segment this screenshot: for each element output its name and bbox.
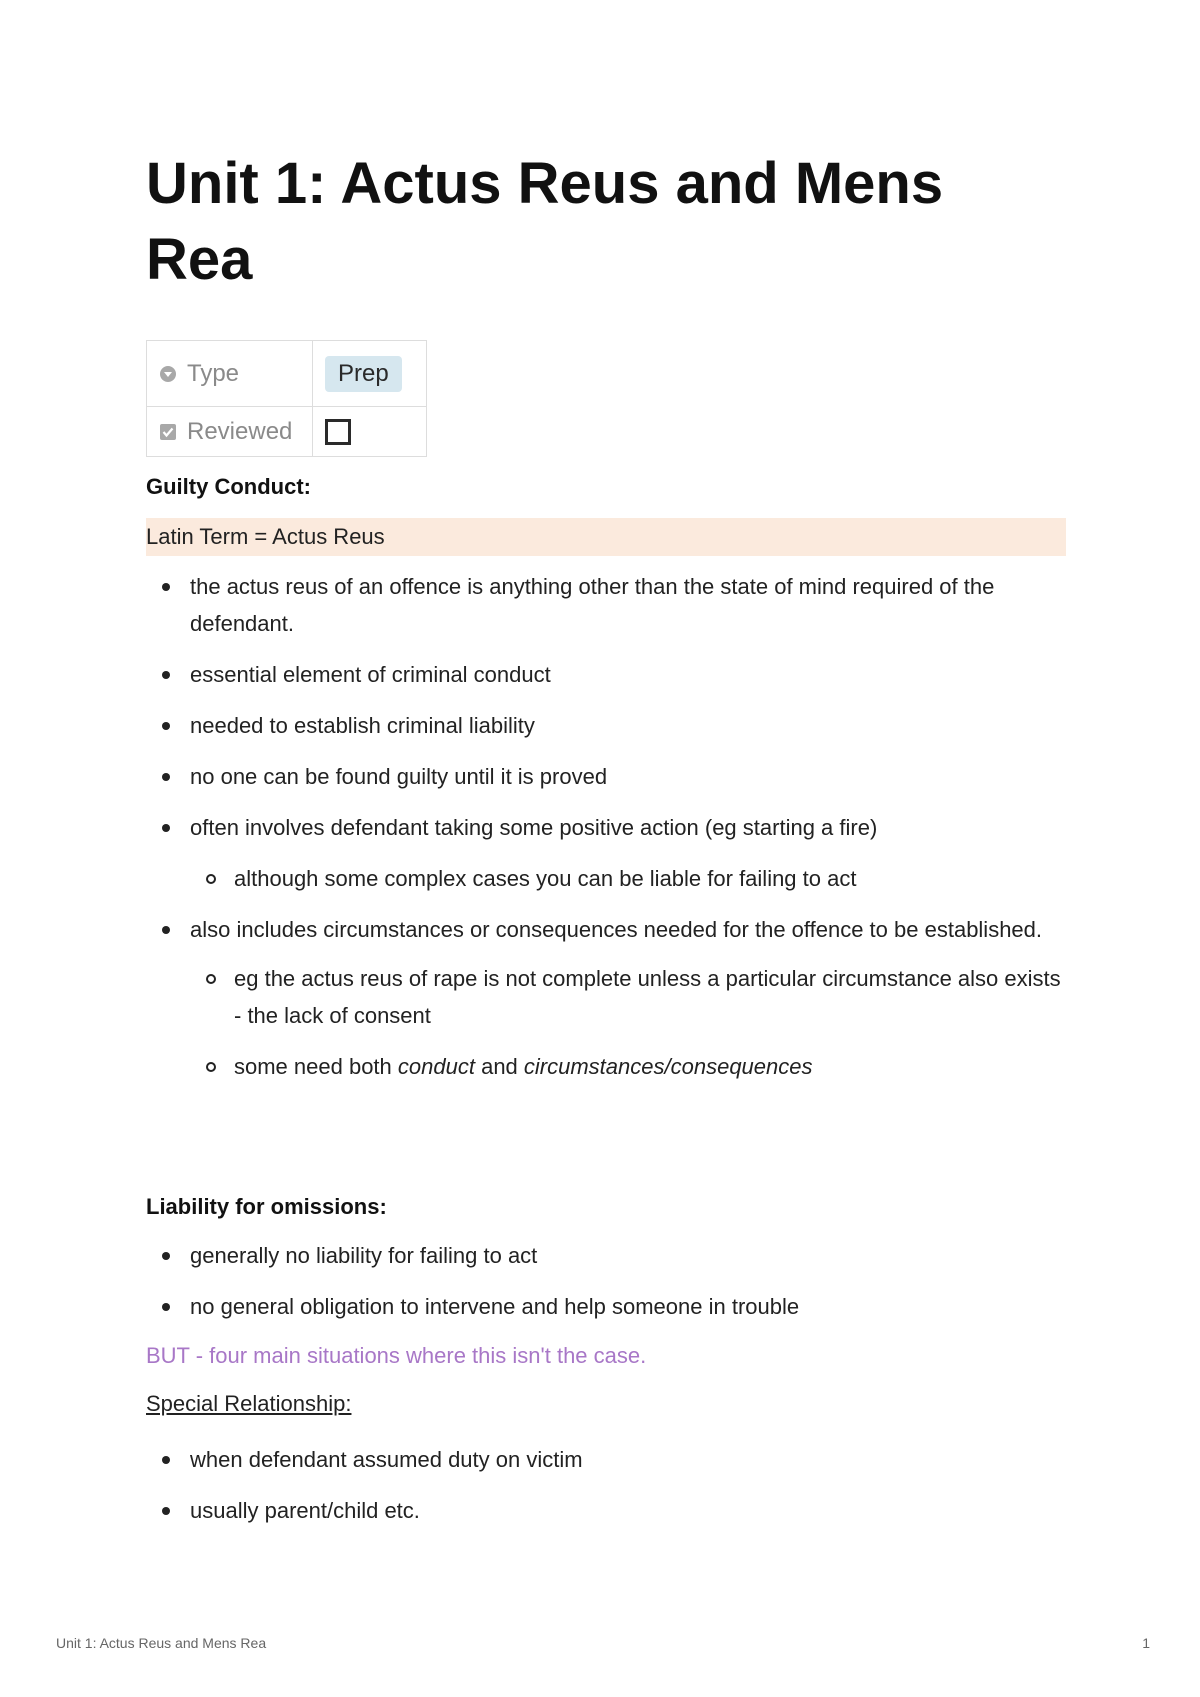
list-item: no one can be found guilty until it is proved (146, 758, 1066, 795)
list-item: when defendant assumed duty on victim (146, 1441, 1066, 1478)
footer-document-title: Unit 1: Actus Reus and Mens Rea (56, 1635, 267, 1651)
property-value-type[interactable] (313, 341, 427, 407)
omissions-heading: Liability for omissions: (146, 1194, 387, 1219)
page-title: Unit 1: Actus Reus and Mens Rea (146, 151, 944, 292)
bullet-dot-icon (162, 1456, 170, 1464)
list-item: needed to establish criminal liability (146, 707, 1066, 744)
omissions-list (146, 1237, 1066, 1325)
special-relationship-heading: Special Relationship: (146, 1391, 352, 1416)
property-row-type (147, 341, 427, 407)
list-item: generally no liability for failing to act (146, 1237, 1066, 1274)
property-row-reviewed (147, 407, 427, 457)
type-label: Type (187, 359, 240, 387)
checkbox-property-icon (159, 420, 177, 438)
list-item: although some complex cases you can be liable for failing to act (146, 860, 1066, 897)
bullet-dot-icon (162, 926, 170, 934)
reviewed-checkbox[interactable] (325, 419, 351, 445)
bullet-dot-icon (162, 671, 170, 679)
sub-bullet-circle-icon (206, 1062, 216, 1072)
list-item: the actus reus of an offence is anything other than the state of mind required of the defendant. (146, 568, 1066, 642)
footer-page-number: 1 (1142, 1635, 1150, 1651)
special-relationship-list (146, 1441, 1066, 1529)
property-key-reviewed (147, 407, 313, 457)
latin-term-callout: Latin Term = Actus Reus (146, 518, 1066, 556)
list-item: usually parent/child etc. (146, 1492, 1066, 1529)
sub-bullet-circle-icon (206, 874, 216, 884)
list-item: also includes circumstances or consequences needed for the offence to be established. (146, 911, 1066, 948)
guilty-conduct-heading: Guilty Conduct: (146, 474, 311, 499)
bullet-dot-icon (162, 583, 170, 591)
bullet-dot-icon (162, 1252, 170, 1260)
property-value-reviewed[interactable] (313, 407, 427, 457)
bullet-dot-icon (162, 1303, 170, 1311)
properties-table (146, 340, 427, 457)
reviewed-label: Reviewed (187, 417, 293, 445)
property-key-type (147, 341, 313, 407)
guilty-conduct-list (146, 568, 1066, 1085)
list-item: often involves defendant taking some positive action (eg starting a fire) (146, 809, 1066, 846)
bullet-dot-icon (162, 722, 170, 730)
bullet-dot-icon (162, 824, 170, 832)
but-note: BUT - four main situations where this isn't the case. (146, 1343, 647, 1368)
list-item: no general obligation to intervene and help someone in trouble (146, 1288, 1066, 1325)
type-tag[interactable]: Prep (325, 356, 402, 392)
select-property-icon (159, 362, 177, 380)
bullet-dot-icon (162, 773, 170, 781)
bullet-dot-icon (162, 1507, 170, 1515)
list-item: some need both conduct and circumstances/consequences (146, 1048, 1066, 1085)
sub-bullet-circle-icon (206, 974, 216, 984)
list-item: essential element of criminal conduct (146, 656, 1066, 693)
list-item: eg the actus reus of rape is not complete unless a particular circumstance also exists - the lack of consent (146, 960, 1066, 1034)
